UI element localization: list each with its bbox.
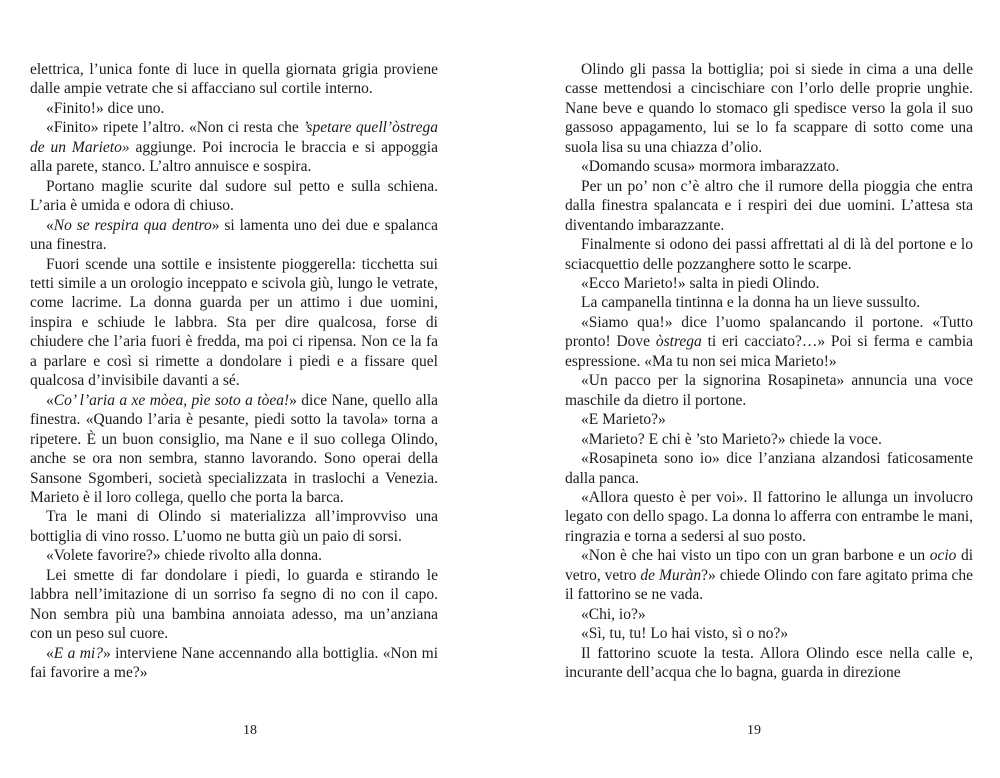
italic-text: ocio [929,547,957,565]
text-run: «Chi, io?» [581,605,646,623]
paragraph [30,216,438,255]
text-run: Lei smette di far dondolare i piedi, lo guarda e stirando le labbra nell’imitazione di un sorriso fa segno di no con il capo. Non sembra più una bambina annoiata adesso, ma un’anziana con un peso sul cuore. [30,566,438,643]
paragraph [565,410,973,429]
text-run: « [46,391,54,409]
text-run: « [46,644,54,662]
paragraph [565,235,973,274]
paragraph [565,274,973,293]
paragraph [565,371,973,410]
text-run: Per un po’ non c’è altro che il rumore della pioggia che entra dalla finestra spalancata e i respiri dei due uomini. L’attesa sta diventando imbarazzante. [565,177,973,234]
text-run: «Allora questo è per voi». Il fattorino le allunga un involucro legato con dello spago. La donna lo afferra con entrambe le mani, ringrazia e torna a sedersi al suo posto. [565,488,973,545]
paragraph [565,449,973,488]
text-run: «Finito!» dice uno. [46,99,165,117]
text-run: elettrica, l’unica fonte di luce in quella giornata grigia proviene dalle ampie vetrate che si affacciano sul cortile interno. [30,61,438,98]
italic-text: de Muràn [640,566,702,584]
italic-text: ’spetare quell’òstrega de un Marieto» [30,119,439,156]
paragraph [565,430,973,449]
text-run: «Volete favorire?» chiede rivolto alla donna. [46,547,323,565]
text-run: Olindo gli passa la bottiglia; poi si siede in cima a una delle casse mettendosi a cincischiare con l’orlo delle proprie unghie. Nane beve e quando lo stomaco gli spedisce verso la gola il suo gassoso appagamento, lui se lo fa scappare di sotto come una suola lisa su una chiazza d’olio. [565,61,973,156]
right-page-text [565,60,973,683]
paragraph [30,99,438,118]
text-run: ?» chiede Olindo con fare agitato prima che il fattorino se ne vada. [565,566,974,604]
text-run: » dice Nane, quello alla finestra. «Quando l’aria è pesante, piedi sotto la tavola» torna a ripetere. È un buon consiglio, ma Nane e il suo collega Olindo, anche se ora non sembra, stanno lavorando. Sono operai della Sansone Sgomberi, società specializzata in traslochi a Venezia. Marieto è il loro collega, quello che porta la barca. [30,391,439,506]
italic-text: òstrega [655,333,702,351]
paragraph [30,566,438,644]
paragraph [565,313,973,371]
paragraph [565,546,973,604]
text-run: «Sì, tu, tu! Lo hai visto, sì o no?» [581,625,789,643]
page-number-right: 19 [747,723,761,738]
text-run: « [46,216,54,234]
paragraph [30,118,438,176]
paragraph [565,293,973,312]
text-run: di vetro, vetro [565,547,974,584]
text-run: «Domando scusa» mormora imbarazzato. [581,158,840,176]
text-run: «Finito» ripete l’altro. «Non ci resta che [46,119,304,137]
text-run: La campanella tintinna e la donna ha un lieve sussulto. [581,294,921,312]
paragraph [30,255,438,391]
paragraph [30,507,438,546]
text-run: «Un pacco per la signorina Rosapineta» annuncia una voce maschile da dietro il portone. [565,372,973,409]
paragraph [565,60,973,157]
paragraph [30,546,438,565]
paragraph [565,488,973,546]
text-run: «Rosapineta sono io» dice l’anziana alzandosi faticosamente dalla panca. [565,450,973,487]
paragraph [30,391,438,508]
text-run: «Ecco Marieto!» salta in piedi Olindo. [581,274,820,292]
paragraph [565,157,973,176]
text-run: «Marieto? E chi è ’sto Marieto?» chiede la voce. [581,430,882,448]
text-run: ti eri cacciato?…» Poi si ferma e cambia espressione. «Ma tu non sei mica Marieto!» [565,333,974,370]
paragraph [565,644,973,683]
paragraph [30,60,438,99]
page-number-left: 18 [243,723,257,738]
text-run: aggiunge. Poi incrocia le braccia e si appoggia alla parete, stanco. L’altro annuisce e sospira. [30,138,438,176]
text-run: «Non è che hai visto un tipo con un gran barbone e un [581,547,930,565]
text-run: Il fattorino scuote la testa. Allora Olindo esce nella calle e, incurante dell’acqua che lo bagna, guarda in direzione [565,644,973,682]
paragraph [565,177,973,235]
paragraph [30,177,438,216]
paragraph [565,605,973,624]
text-run: Fuori scende una sottile e insistente pioggerella: ticchetta sui tetti simile a un orologio inceppato e scivola giù, lungo le vetrate, come lacrime. La donna guarda per un attimo i due uomini, inspira e schiude le labbra. Sta per dire qualcosa, forse di chiudere che l’aria fuori è fredda, ma poi ci ripensa. Non ce la fa a parlare e così si rimette a dondolare i piedi e a fissare quel qualcosa d’invisibile davanti a sé. [30,255,438,390]
italic-text: Co’ l’aria a xe mòea, pìe soto a tòea! [53,391,290,409]
text-run: Portano maglie scurite dal sudore sul petto e sulla schiena. L’aria è umida e odora di chiuso. [30,177,438,215]
italic-text: E a mi? [53,644,103,662]
text-run: Finalmente si odono dei passi affrettati al di là del portone e lo sciacquettio delle pozzanghere sotto le scarpe. [565,236,973,273]
text-run: «Siamo qua!» dice l’uomo spalancando il portone. «Tutto pronto! Dove [565,313,973,351]
text-run: » si lamenta uno dei due e spalanca una finestra. [30,216,438,254]
text-run: » interviene Nane accennando alla bottiglia. «Non mi fai favorire a me?» [30,644,438,682]
text-run: Tra le mani di Olindo si materializza all’improvviso una bottiglia di vino rosso. L’uomo ne butta giù un paio di sorsi. [30,508,438,545]
paragraph [30,644,438,683]
text-run: «E Marieto?» [581,411,666,429]
left-page-text [30,60,438,683]
italic-text: No se respira qua dentro [53,216,212,234]
paragraph [565,624,973,643]
